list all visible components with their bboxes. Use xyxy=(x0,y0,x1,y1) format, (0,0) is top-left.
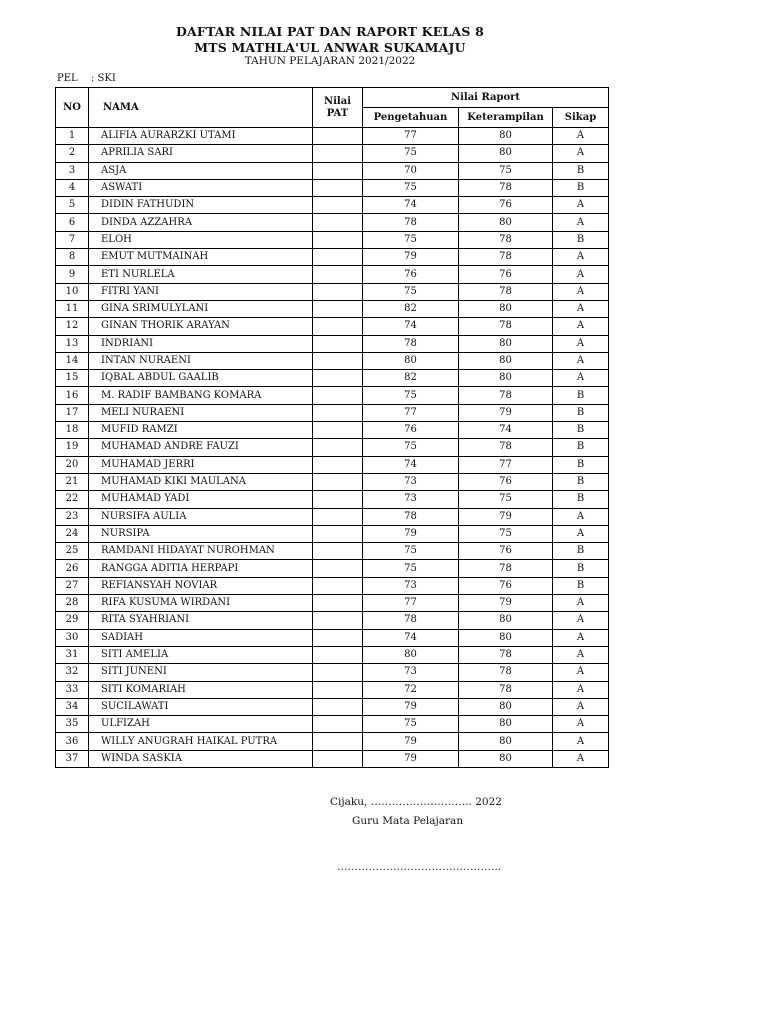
nilai-keterampilan: 80 xyxy=(459,352,553,369)
nilai-keterampilan: 74 xyxy=(459,422,553,439)
nilai-pengetahuan: 70 xyxy=(363,162,459,179)
nilai-pat xyxy=(313,283,363,300)
table-row xyxy=(56,404,609,421)
table-row xyxy=(56,231,609,248)
nilai-pat xyxy=(313,231,363,248)
nilai-sikap: A xyxy=(553,352,609,369)
nilai-sikap: A xyxy=(553,197,609,214)
table-row xyxy=(56,473,609,490)
nilai-sikap: A xyxy=(553,318,609,335)
nilai-keterampilan: 80 xyxy=(459,733,553,750)
table-row xyxy=(56,595,609,612)
table-row xyxy=(56,560,609,577)
student-name: WILLY ANUGRAH HAIKAL PUTRA xyxy=(89,733,313,750)
nilai-pat xyxy=(313,577,363,594)
header-nilai-pat-line2: PAT xyxy=(326,107,349,119)
nilai-pengetahuan: 78 xyxy=(363,612,459,629)
student-name: INDRIANI xyxy=(89,335,313,352)
table-row xyxy=(56,422,609,439)
row-number: 26 xyxy=(56,560,89,577)
nilai-pat xyxy=(313,733,363,750)
school-name: MTS MATHLA'UL ANWAR SUKAMAJU xyxy=(194,40,466,55)
nilai-pat xyxy=(313,128,363,145)
nilai-pat xyxy=(313,439,363,456)
nilai-pengetahuan: 73 xyxy=(363,577,459,594)
row-number: 9 xyxy=(56,266,89,283)
student-name: DINDA AZZAHRA xyxy=(89,214,313,231)
nilai-sikap: B xyxy=(553,231,609,248)
table-row xyxy=(56,716,609,733)
nilai-pengetahuan: 78 xyxy=(363,335,459,352)
nilai-sikap: A xyxy=(553,370,609,387)
student-name: SADIAH xyxy=(89,629,313,646)
subject-value: : SKI xyxy=(91,73,116,84)
row-number: 21 xyxy=(56,473,89,490)
nilai-pengetahuan: 79 xyxy=(363,249,459,266)
nilai-sikap: B xyxy=(553,387,609,404)
nilai-pengetahuan: 72 xyxy=(363,681,459,698)
nilai-pengetahuan: 74 xyxy=(363,456,459,473)
table-row xyxy=(56,750,609,767)
row-number: 10 xyxy=(56,283,89,300)
nilai-sikap: B xyxy=(553,422,609,439)
header-nilai-raport: Nilai Raport xyxy=(363,88,609,108)
nilai-keterampilan: 76 xyxy=(459,543,553,560)
nilai-pengetahuan: 75 xyxy=(363,179,459,196)
header-keterampilan: Keterampilan xyxy=(459,108,553,128)
row-number: 12 xyxy=(56,318,89,335)
nilai-sikap: A xyxy=(553,646,609,663)
nilai-sikap: A xyxy=(553,595,609,612)
nilai-pengetahuan: 77 xyxy=(363,404,459,421)
nilai-pengetahuan: 78 xyxy=(363,214,459,231)
nilai-pengetahuan: 82 xyxy=(363,370,459,387)
nilai-pengetahuan: 75 xyxy=(363,560,459,577)
student-name: EMUT MUTMAINAH xyxy=(89,249,313,266)
nilai-pengetahuan: 80 xyxy=(363,646,459,663)
student-name: ELOH xyxy=(89,231,313,248)
table-row xyxy=(56,508,609,525)
nilai-keterampilan: 78 xyxy=(459,387,553,404)
row-number: 7 xyxy=(56,231,89,248)
header-nilai-pat xyxy=(313,88,363,128)
row-number: 16 xyxy=(56,387,89,404)
nilai-pengetahuan: 75 xyxy=(363,439,459,456)
nilai-keterampilan: 78 xyxy=(459,681,553,698)
table-row xyxy=(56,698,609,715)
row-number: 33 xyxy=(56,681,89,698)
table-row xyxy=(56,335,609,352)
row-number: 11 xyxy=(56,300,89,317)
nilai-pat xyxy=(313,560,363,577)
row-number: 19 xyxy=(56,439,89,456)
nilai-pat xyxy=(313,681,363,698)
row-number: 27 xyxy=(56,577,89,594)
row-number: 37 xyxy=(56,750,89,767)
nilai-keterampilan: 80 xyxy=(459,629,553,646)
nilai-sikap: A xyxy=(553,525,609,542)
student-name: REFIANSYAH NOVIAR xyxy=(89,577,313,594)
student-name: M. RADIF BAMBANG KOMARA xyxy=(89,387,313,404)
nilai-pat xyxy=(313,473,363,490)
table-row xyxy=(56,128,609,145)
nilai-pat xyxy=(313,249,363,266)
nilai-pat xyxy=(313,387,363,404)
nilai-pengetahuan: 76 xyxy=(363,266,459,283)
nilai-pat xyxy=(313,370,363,387)
signature-role: Guru Mata Pelajaran xyxy=(352,815,464,827)
nilai-pengetahuan: 73 xyxy=(363,664,459,681)
nilai-sikap: A xyxy=(553,300,609,317)
table-row xyxy=(56,491,609,508)
header-no: NO xyxy=(56,88,89,128)
nilai-sikap: B xyxy=(553,543,609,560)
table-row xyxy=(56,197,609,214)
header-nama: NAMA xyxy=(89,88,313,128)
table-row xyxy=(56,318,609,335)
nilai-keterampilan: 76 xyxy=(459,473,553,490)
nilai-keterampilan: 80 xyxy=(459,698,553,715)
student-name: MUHAMAD KIKI MAULANA xyxy=(89,473,313,490)
nilai-pengetahuan: 75 xyxy=(363,387,459,404)
nilai-pengetahuan: 75 xyxy=(363,716,459,733)
table-row xyxy=(56,456,609,473)
student-name: SITI AMELIA xyxy=(89,646,313,663)
nilai-sikap: A xyxy=(553,664,609,681)
student-name: NURSIPA xyxy=(89,525,313,542)
nilai-pat xyxy=(313,145,363,162)
student-name: SITI JUNENI xyxy=(89,664,313,681)
nilai-keterampilan: 80 xyxy=(459,145,553,162)
grades-table xyxy=(55,87,609,768)
row-number: 8 xyxy=(56,249,89,266)
student-name: WINDA SASKIA xyxy=(89,750,313,767)
nilai-pat xyxy=(313,491,363,508)
nilai-sikap: B xyxy=(553,456,609,473)
nilai-pat xyxy=(313,422,363,439)
nilai-sikap: A xyxy=(553,612,609,629)
row-number: 31 xyxy=(56,646,89,663)
nilai-pat xyxy=(313,197,363,214)
nilai-sikap: A xyxy=(553,145,609,162)
nilai-sikap: B xyxy=(553,179,609,196)
nilai-pat xyxy=(313,595,363,612)
nilai-pengetahuan: 75 xyxy=(363,543,459,560)
row-number: 13 xyxy=(56,335,89,352)
nilai-pat xyxy=(313,318,363,335)
row-number: 14 xyxy=(56,352,89,369)
nilai-keterampilan: 79 xyxy=(459,595,553,612)
student-name: RIFA KUSUMA WIRDANI xyxy=(89,595,313,612)
student-name: SITI KOMARIAH xyxy=(89,681,313,698)
student-name: RITA SYAHRIANI xyxy=(89,612,313,629)
nilai-keterampilan: 78 xyxy=(459,664,553,681)
nilai-pat xyxy=(313,352,363,369)
nilai-keterampilan: 76 xyxy=(459,197,553,214)
nilai-pengetahuan: 74 xyxy=(363,197,459,214)
nilai-sikap: A xyxy=(553,733,609,750)
student-name: INTAN NURAENI xyxy=(89,352,313,369)
row-number: 23 xyxy=(56,508,89,525)
table-row xyxy=(56,300,609,317)
nilai-pat xyxy=(313,716,363,733)
subject-label: PEL xyxy=(57,73,78,84)
student-name: FITRI YANI xyxy=(89,283,313,300)
nilai-pat xyxy=(313,525,363,542)
nilai-pat xyxy=(313,300,363,317)
document-title: DAFTAR NILAI PAT DAN RAPORT KELAS 8 xyxy=(175,24,485,39)
nilai-keterampilan: 78 xyxy=(459,231,553,248)
nilai-pengetahuan: 75 xyxy=(363,283,459,300)
nilai-keterampilan: 76 xyxy=(459,577,553,594)
subject-line xyxy=(57,73,116,84)
row-number: 30 xyxy=(56,629,89,646)
nilai-pengetahuan: 75 xyxy=(363,145,459,162)
table-row xyxy=(56,179,609,196)
nilai-sikap: B xyxy=(553,439,609,456)
table-row xyxy=(56,733,609,750)
nilai-sikap: A xyxy=(553,283,609,300)
student-name: ULFIZAH xyxy=(89,716,313,733)
student-name: ALIFIA AURARZKI UTAMI xyxy=(89,128,313,145)
nilai-pat xyxy=(313,698,363,715)
row-number: 32 xyxy=(56,664,89,681)
student-name: RAMDANI HIDAYAT NUROHMAN xyxy=(89,543,313,560)
nilai-pat xyxy=(313,664,363,681)
nilai-keterampilan: 79 xyxy=(459,508,553,525)
nilai-pat xyxy=(313,543,363,560)
row-number: 29 xyxy=(56,612,89,629)
nilai-pat xyxy=(313,646,363,663)
student-name: RANGGA ADITIA HERPAPI xyxy=(89,560,313,577)
student-name: MUHAMAD JERRI xyxy=(89,456,313,473)
nilai-sikap: B xyxy=(553,404,609,421)
nilai-pat xyxy=(313,214,363,231)
table-row xyxy=(56,283,609,300)
nilai-keterampilan: 78 xyxy=(459,646,553,663)
row-number: 1 xyxy=(56,128,89,145)
row-number: 3 xyxy=(56,162,89,179)
nilai-pengetahuan: 79 xyxy=(363,525,459,542)
nilai-keterampilan: 80 xyxy=(459,612,553,629)
nilai-keterampilan: 78 xyxy=(459,439,553,456)
nilai-keterampilan: 75 xyxy=(459,491,553,508)
nilai-keterampilan: 80 xyxy=(459,370,553,387)
row-number: 4 xyxy=(56,179,89,196)
row-number: 36 xyxy=(56,733,89,750)
row-number: 5 xyxy=(56,197,89,214)
nilai-keterampilan: 79 xyxy=(459,404,553,421)
nilai-keterampilan: 78 xyxy=(459,283,553,300)
nilai-pengetahuan: 77 xyxy=(363,595,459,612)
nilai-pat xyxy=(313,612,363,629)
student-name: DIDIN FATHUDIN xyxy=(89,197,313,214)
signature-place-date: Cijaku, ……………………….. 2022 xyxy=(330,796,502,808)
row-number: 34 xyxy=(56,698,89,715)
nilai-sikap: A xyxy=(553,716,609,733)
nilai-pat xyxy=(313,629,363,646)
nilai-keterampilan: 80 xyxy=(459,128,553,145)
student-name: IQBAL ABDUL GAALIB xyxy=(89,370,313,387)
nilai-pengetahuan: 79 xyxy=(363,733,459,750)
nilai-keterampilan: 78 xyxy=(459,560,553,577)
row-number: 35 xyxy=(56,716,89,733)
row-number: 17 xyxy=(56,404,89,421)
student-name: ASWATI xyxy=(89,179,313,196)
nilai-pengetahuan: 74 xyxy=(363,629,459,646)
nilai-keterampilan: 78 xyxy=(459,318,553,335)
nilai-pengetahuan: 80 xyxy=(363,352,459,369)
nilai-pengetahuan: 78 xyxy=(363,508,459,525)
signature-line: ……………………………………….. xyxy=(337,861,502,873)
student-name: APRILIA SARI xyxy=(89,145,313,162)
nilai-keterampilan: 80 xyxy=(459,750,553,767)
nilai-pat xyxy=(313,508,363,525)
nilai-pengetahuan: 75 xyxy=(363,231,459,248)
header-sikap: Sikap xyxy=(553,108,609,128)
nilai-sikap: A xyxy=(553,698,609,715)
table-row xyxy=(56,370,609,387)
table-row xyxy=(56,266,609,283)
table-row xyxy=(56,439,609,456)
nilai-sikap: B xyxy=(553,560,609,577)
nilai-keterampilan: 75 xyxy=(459,525,553,542)
row-number: 2 xyxy=(56,145,89,162)
table-row xyxy=(56,145,609,162)
nilai-keterampilan: 75 xyxy=(459,162,553,179)
nilai-sikap: B xyxy=(553,473,609,490)
table-row xyxy=(56,664,609,681)
nilai-pat xyxy=(313,750,363,767)
header-nilai-pat-line1: Nilai xyxy=(323,95,352,107)
nilai-pat xyxy=(313,404,363,421)
row-number: 15 xyxy=(56,370,89,387)
table-row xyxy=(56,387,609,404)
table-row xyxy=(56,543,609,560)
nilai-keterampilan: 77 xyxy=(459,456,553,473)
nilai-sikap: A xyxy=(553,214,609,231)
nilai-sikap: A xyxy=(553,750,609,767)
student-name: GINAN THORIK ARAYAN xyxy=(89,318,313,335)
nilai-sikap: A xyxy=(553,508,609,525)
nilai-sikap: B xyxy=(553,491,609,508)
nilai-keterampilan: 80 xyxy=(459,716,553,733)
nilai-pat xyxy=(313,162,363,179)
nilai-keterampilan: 78 xyxy=(459,179,553,196)
nilai-sikap: A xyxy=(553,249,609,266)
nilai-pengetahuan: 79 xyxy=(363,750,459,767)
table-row xyxy=(56,681,609,698)
row-number: 6 xyxy=(56,214,89,231)
row-number: 20 xyxy=(56,456,89,473)
student-name: MUHAMAD YADI xyxy=(89,491,313,508)
student-name: SUCILAWATI xyxy=(89,698,313,715)
academic-year: TAHUN PELAJARAN 2021/2022 xyxy=(244,55,416,67)
nilai-pengetahuan: 76 xyxy=(363,422,459,439)
nilai-pengetahuan: 73 xyxy=(363,491,459,508)
student-name: MELI NURAENI xyxy=(89,404,313,421)
table-row xyxy=(56,352,609,369)
nilai-keterampilan: 78 xyxy=(459,249,553,266)
row-number: 18 xyxy=(56,422,89,439)
nilai-pengetahuan: 77 xyxy=(363,128,459,145)
row-number: 28 xyxy=(56,595,89,612)
student-name: NURSIFA AULIA xyxy=(89,508,313,525)
student-name: ETI NURLELA xyxy=(89,266,313,283)
table-row xyxy=(56,162,609,179)
row-number: 24 xyxy=(56,525,89,542)
nilai-pat xyxy=(313,456,363,473)
student-name: MUHAMAD ANDRE FAUZI xyxy=(89,439,313,456)
nilai-keterampilan: 76 xyxy=(459,266,553,283)
nilai-sikap: B xyxy=(553,577,609,594)
nilai-sikap: A xyxy=(553,266,609,283)
nilai-pat xyxy=(313,335,363,352)
student-name: ASJA xyxy=(89,162,313,179)
nilai-pengetahuan: 79 xyxy=(363,698,459,715)
student-name: MUFID RAMZI xyxy=(89,422,313,439)
table-row xyxy=(56,249,609,266)
nilai-pat xyxy=(313,179,363,196)
header-pengetahuan: Pengetahuan xyxy=(363,108,459,128)
nilai-sikap: A xyxy=(553,335,609,352)
table-row xyxy=(56,214,609,231)
nilai-pengetahuan: 73 xyxy=(363,473,459,490)
nilai-pengetahuan: 82 xyxy=(363,300,459,317)
table-row xyxy=(56,612,609,629)
table-row xyxy=(56,525,609,542)
table-row xyxy=(56,646,609,663)
nilai-keterampilan: 80 xyxy=(459,300,553,317)
row-number: 22 xyxy=(56,491,89,508)
nilai-sikap: B xyxy=(553,162,609,179)
nilai-pengetahuan: 74 xyxy=(363,318,459,335)
nilai-sikap: A xyxy=(553,629,609,646)
table-row xyxy=(56,577,609,594)
nilai-keterampilan: 80 xyxy=(459,335,553,352)
nilai-pat xyxy=(313,266,363,283)
nilai-keterampilan: 80 xyxy=(459,214,553,231)
nilai-sikap: A xyxy=(553,128,609,145)
table-row xyxy=(56,629,609,646)
row-number: 25 xyxy=(56,543,89,560)
nilai-sikap: A xyxy=(553,681,609,698)
student-name: GINA SRIMULYLANI xyxy=(89,300,313,317)
